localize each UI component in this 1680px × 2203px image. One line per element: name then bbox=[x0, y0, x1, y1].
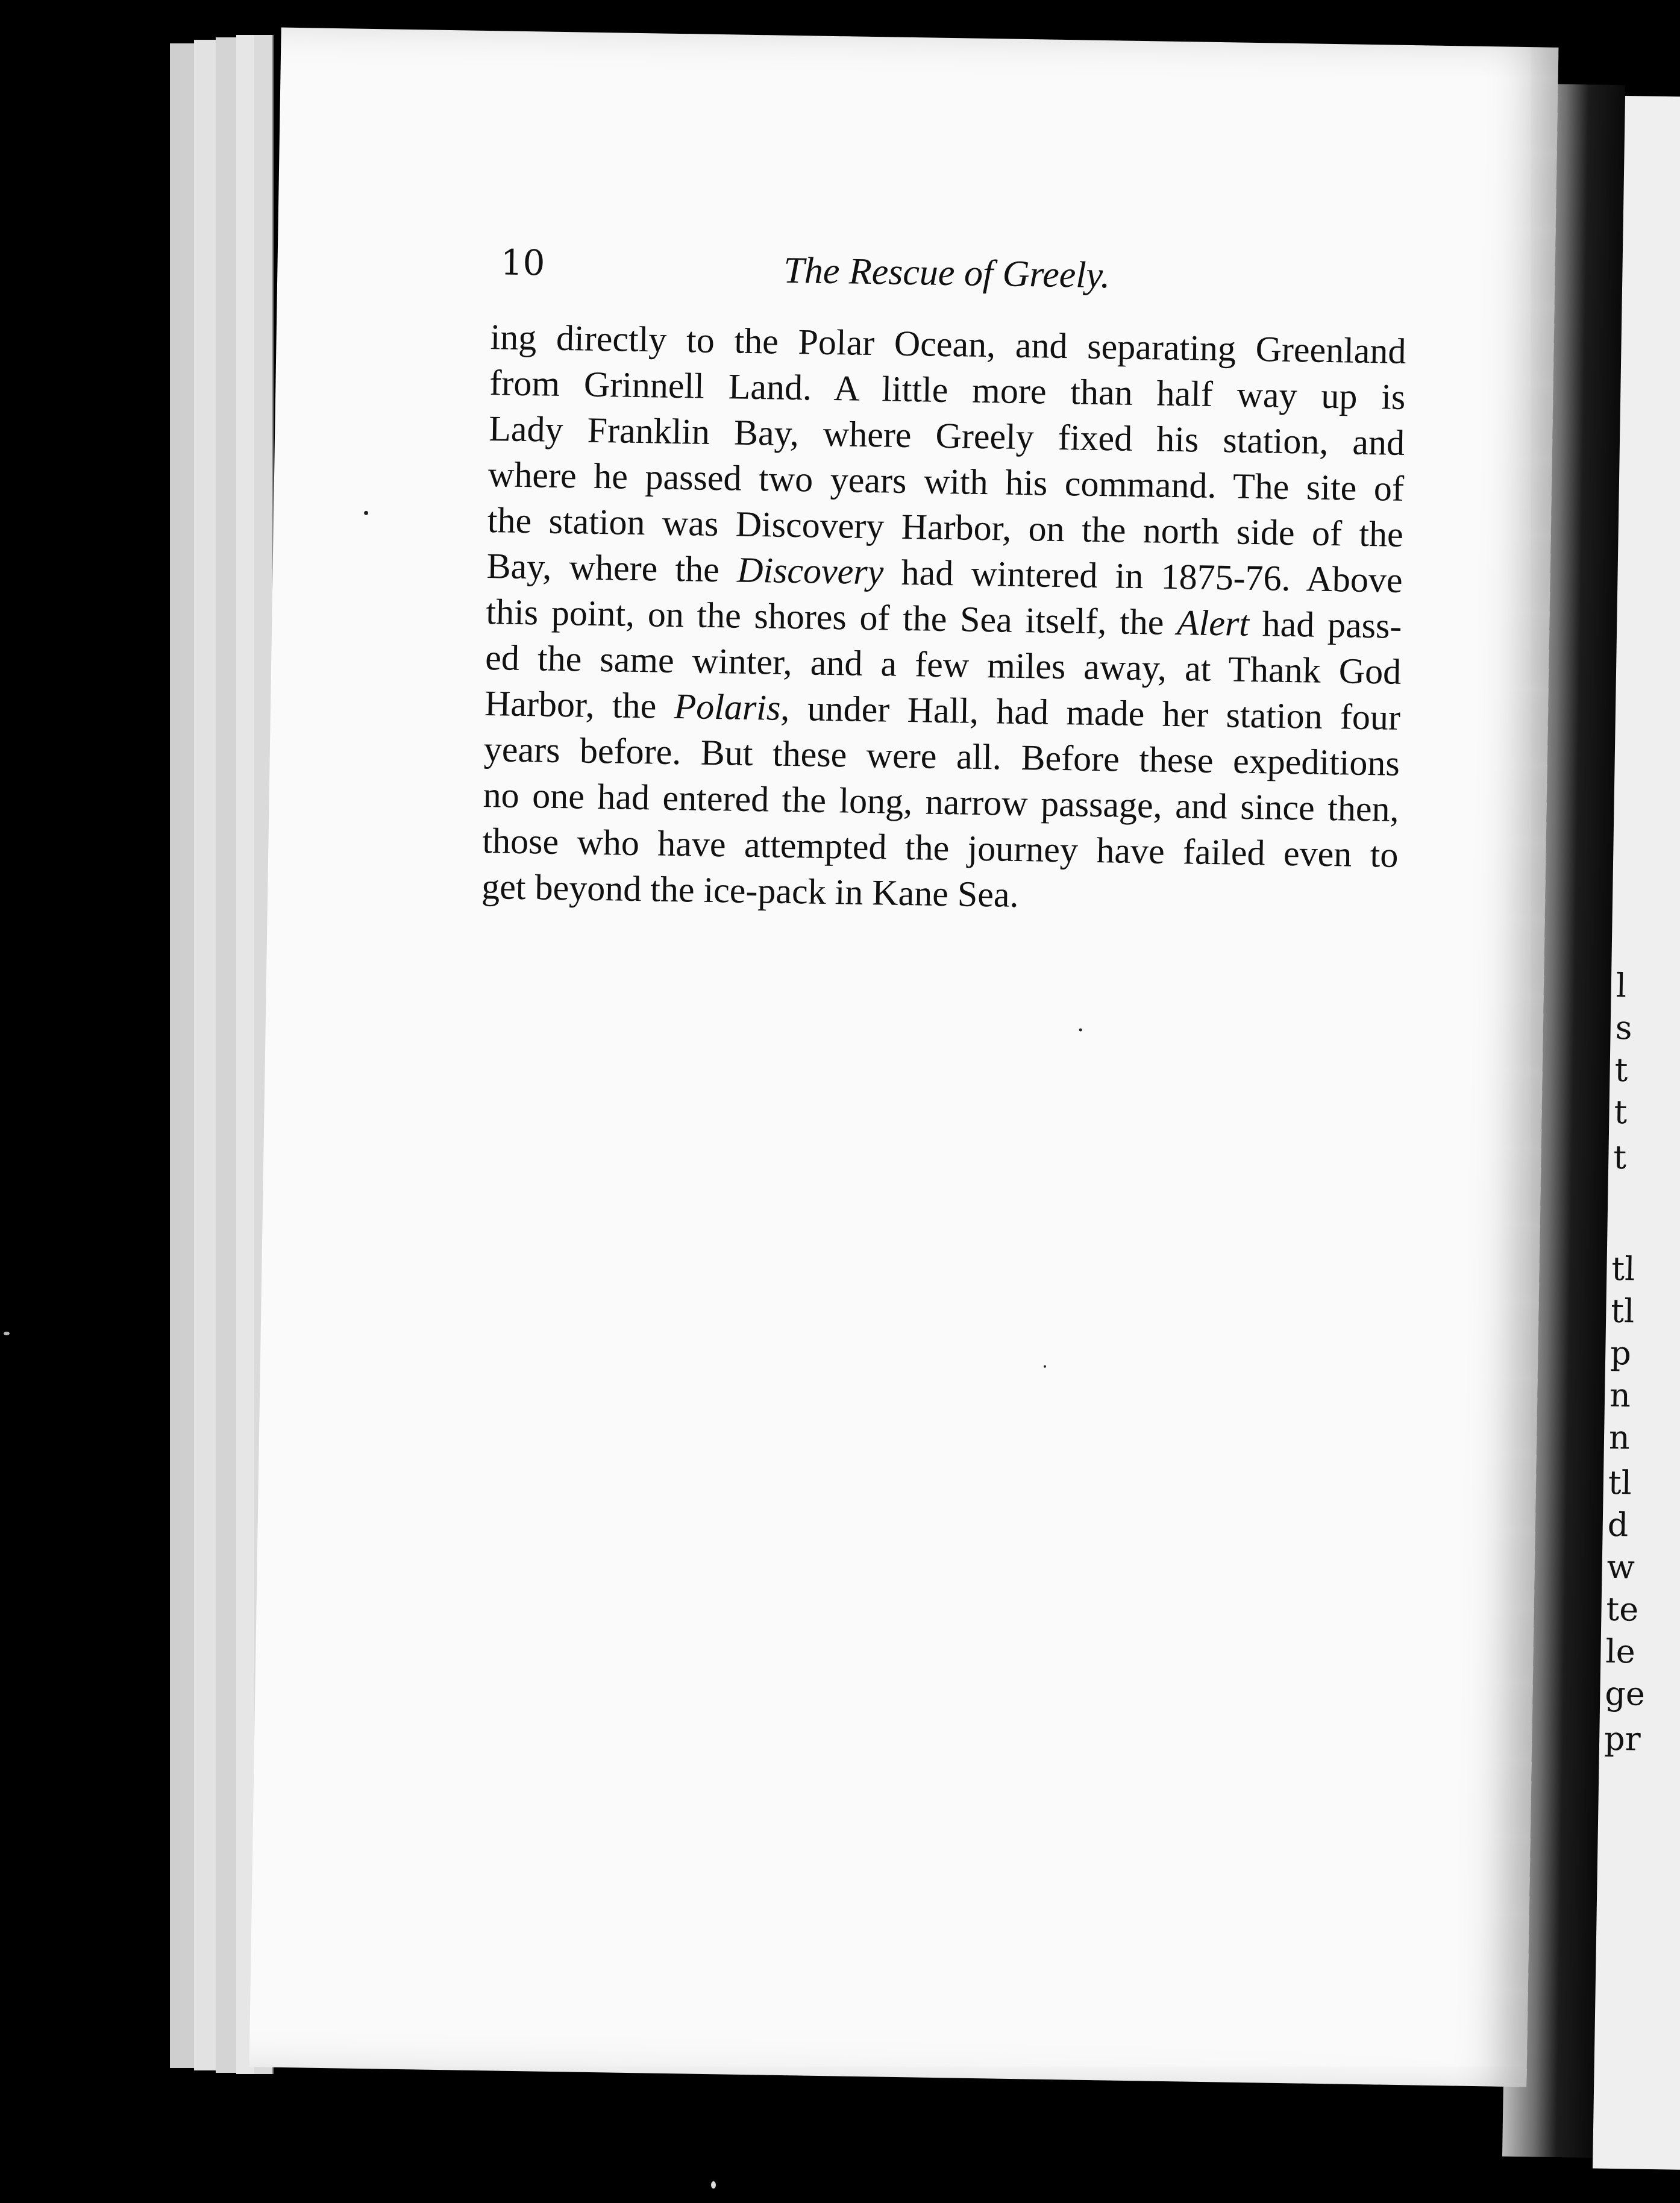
facing-page-fragment: t bbox=[1614, 1050, 1628, 1089]
dust-speck bbox=[711, 2181, 716, 2189]
text-segment: had pass- bbox=[1249, 603, 1402, 646]
italic-ship-name: Discovery bbox=[736, 550, 884, 592]
text-segment: get beyond the ice-pack in Kane Sea. bbox=[481, 866, 1020, 915]
text-segment: those who have attempted the journey have failed even to bbox=[482, 820, 1399, 875]
text-segment: had wintered in 1875-76. Above bbox=[883, 552, 1403, 600]
italic-ship-name: Polaris bbox=[674, 686, 781, 728]
text-segment: , under Hall, had made her station four bbox=[780, 688, 1401, 738]
facing-page-fragment: le bbox=[1605, 1632, 1636, 1671]
dust-speck bbox=[4, 1332, 10, 1335]
facing-page-fragment: p bbox=[1609, 1333, 1632, 1373]
dust-speck bbox=[364, 511, 368, 515]
book-page bbox=[249, 28, 1559, 2087]
facing-page-fragment: d bbox=[1607, 1505, 1629, 1544]
facing-page-fragment: tl bbox=[1610, 1291, 1635, 1330]
text-segment: the station was Discovery Harbor, on the north side of the bbox=[487, 500, 1404, 554]
facing-page-text bbox=[1603, 96, 1680, 1758]
running-head: The Rescue of Greely. bbox=[783, 249, 1111, 296]
body-text bbox=[481, 314, 1406, 924]
facing-page-fragment: w bbox=[1606, 1547, 1635, 1587]
facing-page-fragment: ge bbox=[1604, 1674, 1646, 1713]
facing-page-fragment: l bbox=[1616, 966, 1627, 1005]
facing-page-fragment: pr bbox=[1603, 1719, 1641, 1758]
text-segment: this point, on the shores of the Sea itself, the bbox=[486, 592, 1177, 643]
facing-page-fragment: n bbox=[1608, 1418, 1631, 1457]
text-segment: where he passed two years with his command. The site of bbox=[487, 454, 1405, 509]
dust-speck bbox=[1044, 1365, 1046, 1368]
facing-page-fragment: t bbox=[1614, 1092, 1628, 1132]
facing-page-fragment: tl bbox=[1611, 1249, 1635, 1288]
italic-ship-name: Alert bbox=[1176, 603, 1250, 644]
page-number: 10 bbox=[500, 242, 545, 284]
text-segment: no one had entered the long, narrow passage, and since then, bbox=[483, 774, 1400, 829]
text-segment: ing directly to the Polar Ocean, and separating Greenland bbox=[490, 317, 1407, 371]
page-edge bbox=[194, 40, 217, 2070]
facing-page-fragment: tl bbox=[1608, 1463, 1632, 1502]
facing-page-fragment: s bbox=[1615, 1008, 1632, 1047]
page-edge bbox=[170, 43, 195, 2068]
facing-page-fragment: te bbox=[1606, 1590, 1639, 1629]
text-segment: from Grinnell Land. A little more than half way up is bbox=[489, 363, 1406, 417]
text-segment: Lady Franklin Bay, where Greely fixed his station, and bbox=[488, 409, 1405, 463]
text-segment: years before. But these were all. Before these expeditions bbox=[483, 729, 1400, 783]
facing-page-fragment: t bbox=[1613, 1138, 1627, 1177]
text-segment: Bay, where the bbox=[486, 546, 738, 590]
page-edge bbox=[216, 37, 237, 2073]
text-segment: ed the same winter, and a few miles away, at Thank God bbox=[484, 638, 1402, 692]
page-edge bbox=[236, 35, 255, 2074]
facing-page-fragment: n bbox=[1609, 1376, 1631, 1415]
dust-speck bbox=[1079, 1029, 1082, 1032]
text-segment: Harbor, the bbox=[484, 683, 675, 726]
